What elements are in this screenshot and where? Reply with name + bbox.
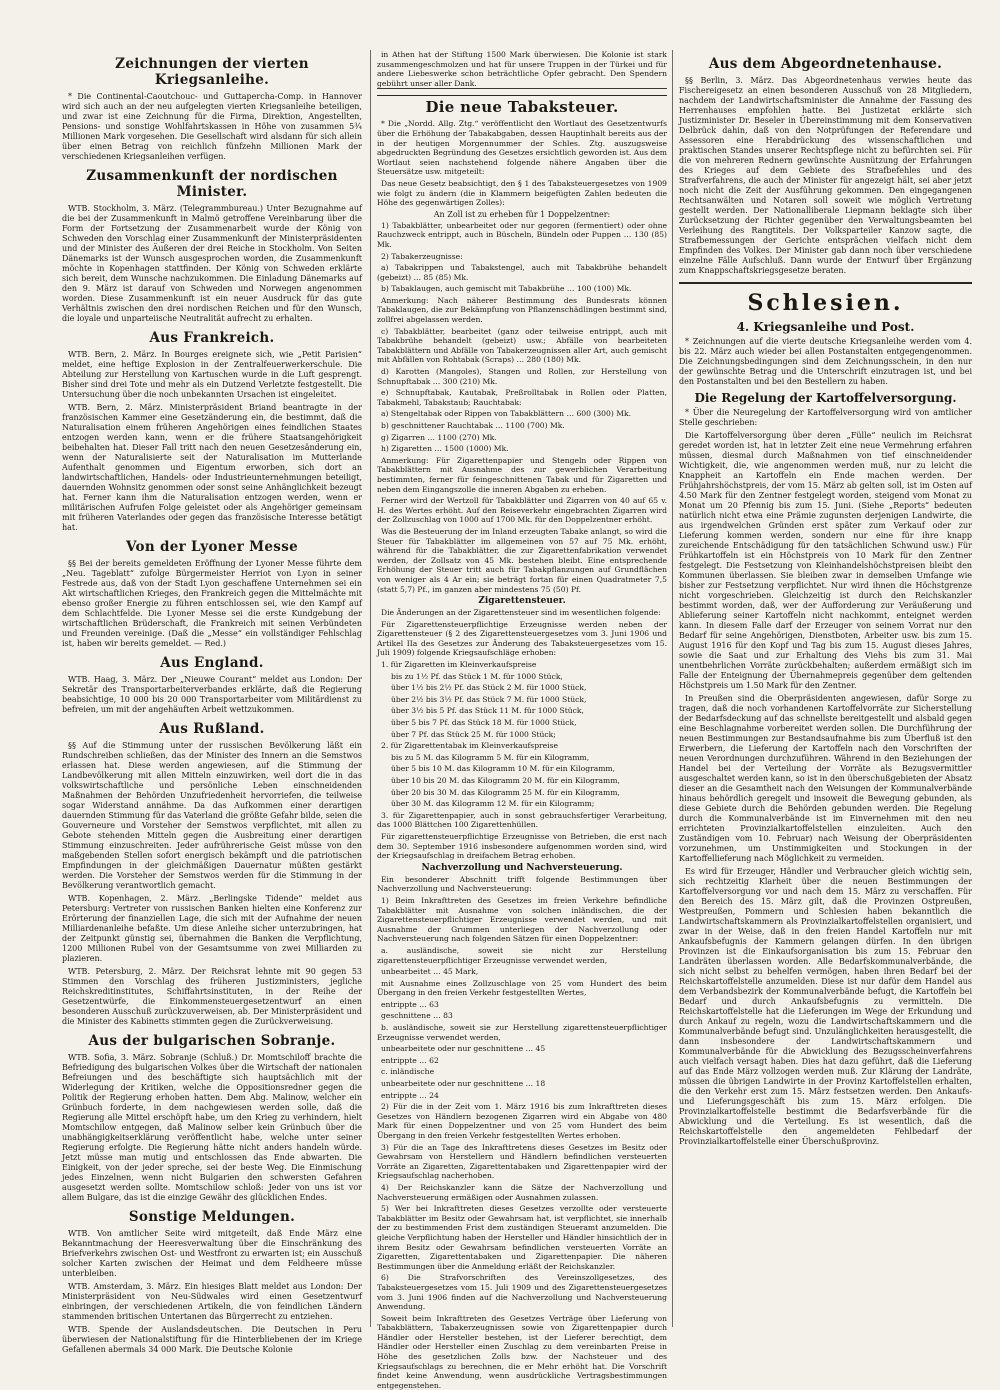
headline-tabaksteuer: Die neue Tabaksteuer. [377,95,667,115]
zoll-item-e4: h) Zigaretten … 1500 (1000) Mk. [381,444,509,454]
nach-c1: unbearbeitete oder nur geschnittene … 18 [381,1079,546,1089]
nach-c2: entrippte … 24 [381,1090,439,1100]
zig-list-1-line: über 3½ bis 5 Pf. das Stück 11 M. für 1000 Stück, [391,706,584,716]
tabak-p1: * Die „Nordd. Allg. Ztg.“ veröffentlicht den Wortlaut des Gesetzentwurfs über die Erhöhung der Tabakabgaben, dessen Hauptinhalt bereits aus der in der heutigen Morgennummer der Schles. Ztg. auszugsweise abgedruckten Begründung des Gesetzes ersichtlich geworden ist. Aus dem Wortlaut seien nachstehend folgende nähere Angaben über die Steuersätze usw. mitgeteilt: [377,119,667,177]
tabak-p14: 6) Die Strafvorschriften des Vereinszollgesetzes, des Tabaksteuergesetzes vom 15. Juli 1909 und des Zigarettensteuergesetzes vom 3. Juni 1906 finden auf die Nachverzollung und Nachversteuerung Anwendung. [377,1273,667,1312]
article-meldungen-p3: WTB. Spende der Auslandsdeutschen. Die Deutschen in Peru überwiesen der Nationalstiftung für die Hinterbliebenen der im Kriege Gefallenen abermals 34 000 Mark. Die Deutsche Kolonie [62,1325,362,1354]
nach-b2: entrippte … 62 [381,1055,439,1065]
zig-list-1-heading: 1. für Zigaretten im Kleinverkaufspreise [381,660,537,670]
headline-lyoner-messe: Von der Lyoner Messe [126,539,298,555]
zig-list-1-line: über 2½ bis 3½ Pf. das Stück 7 M. für 1000 Stück, [391,694,587,704]
zig-list-2-line: über 30 M. das Kilogramm 12 M. für ein Kilogramm; [391,799,595,809]
tabak-p2: Das neue Gesetz beabsichtigt, den § 1 des Tabaksteuergesetzes von 1909 wie folgt zu ändern (die in Klammern beigefügten Zahlen bedeuten die Höhe des gegenwärtigen Zolles): [377,178,667,208]
zig-list-1-line: über 5 bis 7 Pf. das Stück 18 M. für 1000 Stück, [391,718,577,728]
zoll-item-e1: a) Stengeltabak oder Rippen von Tabakblättern … 600 (300) Mk. [381,409,631,419]
tabak-p12: 4) Der Reichskanzler kann die Sätze der Nachverzollung und Nachversteuerung ermäßigen oder Ausnahmen zulassen. [377,1182,667,1202]
zig-list-1-line: über 7 Pf. das Stück 25 M. für 1000 Stück; [391,729,556,739]
column-middle [370,50,667,1390]
tabak-p5: Die Änderungen an der Zigarettensteuer sind im wesentlichen folgende: [381,608,661,618]
article-nordische-minister-text: WTB. Stockholm, 3. März. (Telegrammbureau.) Unter Bezugnahme auf die bei der Zusammenkunft in Malmö getroffene Vereinbarung über die Form der Fortsetzung der Zusammenarbeit wurde der König von Schweden den Vorschlag einer Zusammenkunft der Ministerpräsidenten und der Minister des Äußeren der drei Reiche in Stockholm. Von Seiten Dänemarks ist der Wunsch ausgesprochen worden, die Zusammenkunft möchte in Kopenhagen stattfinden. Der König von Schweden erklärte sich bereit, dem Wunsche nachzukommen. Die Einladung Dänemarks auf den 9. März ist darauf von Schweden und Norwegen angenommen worden. Diese Zusammenkunft ist ein neuer Ausdruck für das gute Verhältnis zwischen den drei nordischen Reichen und für den Wunsch, die loyale und unparteiische Neutralität aufrecht zu erhalten. [62,204,362,323]
headline-kriegsanleihe: Zeichnungen der vierten Kriegsanleihe. [115,56,309,88]
zig-list-2-line: bis zu 5 M. das Kilogramm 5 M. für ein Kilogramm, [391,752,590,762]
article-russland-p1: §§ Auf die Stimmung unter der russischen Bevölkerung läßt ein Rundschreiben schließen, das der Minister des Innern an die Semstwos erlassen hat. Diese werden angewiesen, auf die Stimmung der Landbevölkerung mit allen Mitteln einzuwirken, weil dort die in das volkswirtschaftliche und persönliche Leben einschneidenden Maßnahmen der Behörden Unzufriedenheit hervorriefen, die teilweise sogar Widerstand annähme. Da das Aufkommen einer derartigen dauernden Stimmung für das Vaterland die größte Gefahr bilde, seien die Gouverneure und Vorsteher der Semstwos verpflichtet, mit allen zu Gebote stehenden Mitteln gegen die Ausbreitung einer derartigen Stimmung einzuschreiten. Jeder aufrührerische Geist müsse von den maßgebenden Stellen sofort energisch bekämpft und die patriotischen Empfindungen in der gleichmäßigen Dauernatur müßten gestärkt werden. Die Vorsteher der Semstwos werden für die Stimmung in der Bevölkerung verantwortlich gemacht. [62,741,362,890]
article-russland-p3: WTB. Petersburg, 2. März. Der Reichsrat lehnte mit 90 gegen 53 Stimmen den Vorschlag des früheren Justizministers, jegliche Reichskreditinstitutes, Schiffahrtsinstituten, in der Reihe der Gesetzentwürfe, die Einkommensteuergesetzentwurf an einen besonderen Ausschuß zurückzuverweisen, ab. Der Ministerpräsident und die Minister des Kabinetts stimmten gegen die Zurückverweisung. [62,967,362,1026]
section-heading-schlesien: Schlesien. [679,282,972,316]
zoll-item-2b: b) Tabaklaugen, auch gemischt mit Tabakbrühe … 100 (100) Mk. [381,284,632,294]
article-meldungen-p2: WTB. Amsterdam, 3. März. Ein hiesiges Blatt meldet aus London: Der Ministerpräsident von Neu-Südwales wird einen Gesetzentwurf einbringen, der verschiedenen Artikeln, die von feindlichen Ländern stammenden britischen Untertanen das Bürgerrecht zu entziehen. [62,1282,362,1321]
zoll-item-2c: c) Tabakblätter, bearbeitet (ganz oder teilweise entrippt, auch mit Tabakbrühe behandelt (gebeizt) usw.; Abfälle von bearbeiteten Tabakblättern und Abfälle von Tabakerzeugnissen aller Art, auch gemischt mit Abfällen von Rohtabak (Scraps) … 280 (180) Mk. [377,326,667,365]
article-kriegsanleihe-text: * Die Continental-Caoutchouc- und Guttapercha-Comp. in Hannover wird sich auch an der neu aufgelegten vierten Kriegsanleihe beteiligen, und zwar ist eine Zeichnung für die Firma, Direktion, Angestellten, Pensions- und sonstige Wohlfahrtskassen in Höhe von zusammen 5¾ Millionen Mark vorgesehen. Die Gesellschaft wird alsdann für sich allein über einen Betrag von reichlich fünfzehn Millionen Mark der verschiedenen Kriegsanleihen verfügen. [62,92,362,161]
tabak-p4: Was die Besteuerung der im Inland erzeugten Tabake anlangt, so wird die Steuer für Tabakblätter im allgemeinen von 57 auf 75 Mk. erhöht, während für die Tabakblätter, die zur Zigarettenfabrikation verwendet werden, der Zollsatz von 45 Mk. bestehen bleibt. Eine entsprechende Erhöhung der Steuer tritt auch für Tabakpflanzungen auf Grundflächen von weniger als 4 Ar ein; sie beträgt fortan für einen Quadratmeter 7,5 (statt 5,7) Pf., im ganzen aber mindestens 75 (50) Pf. [377,526,667,594]
nach-a: a. ausländische, soweit sie nicht zur Herstellung zigarettensteuerpflichtiger Erzeugnisse verwendet werden, [377,945,667,965]
headline-abgeordnetenhaus: Aus dem Abgeordnetenhause. [708,56,943,72]
zig-list-2-line: über 5 bis 10 M. das Kilogramm 10 M. für ein Kilogramm, [391,764,616,774]
article-kartoffel-p2: In Preußen sind die Oberpräsidenten angewiesen, dafür Sorge zu tragen, daß die noch vorhandenen Kartoffelvorräte zur Sicherstellung der Bedarfsdeckung auf das schnellste bereitgestellt und alsbald gegen eine Beschlagnahme vorbereitet werden sollen. Die Durchführung der neuen Bestimmungen zur Bestandsaufnahme bis zum Überfluß ist den Erwerbern, die Lieferung der Kartoffeln nach den Vorschriften der neuen Verordnungen durchzuführen. Während in den Beziehungen der Handel bei der Verteilung der Vorräte als Bezugsvermittler ausgeschaltet werden kann, so ist in den überschußgebieten der Absatz dieser an die Gesamtheit nach den Weisungen der Kommunalverbände hinaus behördlich geregelt und insoweit die Bewegung gebunden, als diese Gebiete durch die Behörden gebunden werden. Die Regelung durch die Kommunalverbände ist im Einvernehmen mit den neu errichteten Provinzialkartoffelstellen einzuleiten. Auch den Zuständigen vom 10. Februar) nach Weisung der Oberpräsidenten vorzunehmen, um Unstimmigkeiten und Stockungen in der Kartoffellieferung nach Möglichkeit zu vermeiden. [679,694,972,863]
zig-list-2 [377,753,667,809]
zoll-item-2-heading: 2) Tabakerzeugnisse: [381,251,463,261]
article-russland-p2: WTB. Kopenhagen, 2. März. „Berlingske Tidende“ meldet aus Petersburg: Vertreter von russischen Banken hielten eine Konferenz zur Erörterung der finanziellen Lage, die sich mit der Aufnahme der neuen Milliardenanleihe befaßte. Um diese Anleihe sicher unterzubringen, hat der Zeitpunkt günstig sei, übernahmen die Banken die Verpflichtung, 1200 Millionen Rubel von der Gesamtsumme von zwei Milliarden zu plazieren. [62,894,362,963]
article-meldungen-p1: WTB. Von amtlicher Seite wird mitgeteilt, daß Ende März eine Bekanntmachung der Heeresverwaltung über die Einschränkung des Briefverkehrs zwischen Ost- und Westfront zu erwarten ist; ein Ausschuß solcher Karten zwischen der Heimat und dem Feldheere müsse unterbleiben. [62,1229,362,1278]
zoll-heading: An Zoll ist zu erheben für 1 Doppelzentner: [433,209,611,219]
zig-list-1-line: über 1½ bis 2½ Pf. das Stück 2 M. für 1000 Stück, [391,683,587,693]
zoll-item-2b-note: Anmerkung: Nach näherer Bestimmung des Bundesrats können Tabaklaugen, die zur Bekämpfung von Pflanzenschädlingen bestimmt sind, zollfrei abgelassen werden. [377,295,667,325]
column-right [672,50,972,1327]
article-sobranje-text: WTB. Sofia, 3. März. Sobranje (Schluß.) Dr. Momtschiloff brachte die Befriedigung des bulgarischen Volkes über die Wirtschaft der nationalen Befreiungen und des beschäftigte sich hauptsächlich mit der Widerlegung der Kritiken, welche die Oppositionsredner gegen die Politik der Regierung erhoben hatten. Dem Abg. Malinow, welcher ein Grünbuch forderte, in dem nachgewiesen werden solle, daß die Regierung alle Mittel erschöpft habe, um den Krieg zu verhindern, hielt Momtschilow entgegen, daß Malinow selber kein Grünbuch über die unabhängigkeitserklärung veröffentlicht habe, welche unter seiner Regierung erfolgte. Die Regierung hätte nicht anders handeln würde. Jetzt müsse man mutig und entschlossen das Ende abwarten. Die Einigkeit, von der jeder spreche, sei der beste Weg. Die Einmischung jedes Einzelnen, wenn nicht Bulgarien den schwersten Gefahren ausgesetzt werden sollte. Momtschilow schloß: Jeder von uns ist vor allem Bulgare, das ist die einzige Gewähr des glücklichen Endes. [62,1053,362,1202]
article-lyoner-messe-text: §§ Bei der bereits gemeldeten Eröffnung der Lyoner Messe führte dem „Neu. Tageblatt“ zufolge Bürgermeister Herriot von Lyon in seiner Festrede aus, daß von der Stadt Lyon geschaffene Unternehmen sei ein Akt wirtschaftlichen Krieges, den Frankreich gegen die Mittelmächte mit ebenso großer Energie zu führen entschlossen sei, wie den Kampf auf dem Schlachtfelde. Die Lyoner Messe sei die erste Kundgebung der wirtschaftlichen Brüderschaft, die Frankreich mit seinen Verbündeten und Freunden vereinige. (Daß die „Messe“ ein vollständiger Fehlschlag ist, haben wir bereits gemeldet. — Red.) [62,559,362,648]
headline-england: Aus England. [160,655,264,671]
tabak-p13: 5) Wer bei Inkrafttreten dieses Gesetzes verzollte oder versteuerte Tabakblätter im Besitz oder Gewahrsam hat, ist verpflichtet, sie innerhalb der zu bestimmenden Frist dem zuständigen Steueramt anzumelden. Die gleiche Verpflichtung haben der Hersteller und Händler hinsichtlich der in ihrem Besitz oder Gewahrsam befindlichen versteuerten Vorräte an Zigaretten, Zigarettentabaken und Zigarettenpapier. Die näheren Bestimmungen über die Anmeldung erläßt der Reichskanzler. [377,1204,667,1271]
zoll-item-2a: a) Tabakrippen und Tabakstengel, auch mit Tabakbrühe behandelt (gebeizt) … 85 (85) Mk. [377,263,667,282]
zigarettensteuer-heading: Zigarettensteuer. [478,596,566,607]
nach-a2: mit Ausnahme eines Zollzuschlage von 25 vom Hundert des beim Übergang in den freien Verkehr festgestellten Wertes, [377,978,667,998]
zoll-item-e2: b) geschnittener Rauchtabak … 1100 (700) Mk. [381,421,565,430]
zig-list-2-line: über 10 bis 20 M. das Kilogramm 20 M. für ein Kilogramm, [391,776,620,785]
headline-nordische-minister: Zusammenkunft der nordischen Minister. [86,168,338,200]
headline-kartoffelversorgung: Die Regelung der Kartoffelversorgung. [694,391,957,405]
zig-list-2-heading: 2. für Zigarettentabak im Kleinverkaufspreise [381,741,558,751]
nach-c: c. inländische [381,1067,435,1077]
tabak-p3: Ferner wird der Wertzoll für Tabakblätter und Zigarren von 40 auf 65 v. H. des Wertes erhöht. Auf den Reiseverkehr eingebrachten Zigarren wird der Zollzuschlag von 1000 auf 1700 Mk. für den Doppelzentner erhöht. [377,496,667,525]
nach-a4: geschnittene … 83 [381,1011,453,1021]
headline-kriegsanleihe-post: 4. Kriegsanleihe und Post. [736,320,915,334]
headline-sonstige-meldungen: Sonstige Meldungen. [128,1209,296,1225]
article-frankreich-p2: WTB. Bern, 2. März. Ministerpräsident Briand beantragte in der französischen Kammer eine Gesetzänderung ein, die bestimmt, daß die Naturalisation einem früheren Angehörigen eines feindlichen Staates entzogen werden kann, wenn er die frühere Staatsangehörigkeit beibehalten hat. Dieser Fall tritt nach den neuen Gesetzesänderung ein, wenn der Naturalisierte seit der Naturalisation im Mutterlande Aufenthalt genommen und Eigentum erworben, sich dort an landwirtschaftlichen, Handels- oder Industrieunternehmungen beteiligt, dauernden Wohnsitz genommen oder sonst seine Anhänglichkeit bezeugt hat. Ferner kann ihm die Naturalisation entzogen werden, wenn er militärischen Aufrufen Folge geleistet oder als Angehöriger gemeinsam mit früheren Vaterlandes oder gegen das französische Interesse betätigt hat. [62,403,362,532]
zoll-item-2d: d) Karotten (Mangoles), Stangen und Rollen, zur Herstellung von Schnupftabak … 300 (210) Mk. [377,367,667,386]
nach-b1: unbearbeitete oder nur geschnittene … 45 [381,1044,546,1054]
zoll-item-2e: e) Schnupftabak, Kautabak, Preßrolltabak in Rollen oder Platten, Tabakmehl, Tabakstaub; Rauchtabak: [377,388,667,407]
article-abgeordnetenhaus-text: §§ Berlin, 3. März. Das Abgeordnetenhaus verwies heute das Fischereigesetz an einen besonderen Ausschuß von 28 Mitgliedern, nachdem der Landwirtschaftsminister die Annahme der Fassung des Herrenhauses empfohlen hatte. Bei Justizetat erklärte sich Justizminister Dr. Beseler in Übereinstimmung mit dem Konservativen Delbrück dahin, daß von den Notprüfungen der Referendare und Assessoren eine Herabdrückung des wissenschaftlichen und praktischen Standes unserer Rechtspflege nicht zu befürchten sei. Für die von mehreren Rednern gewünschte Ausnützung der Erfahrungen des Krieges auf dem Gebiete des Strafbefehles und des Strafverfahrens, die auch der Minister für angezeigt hält, sei aber jetzt noch nicht die Zeit der Ausführung gekommen. Den eingegangenen Rechtsanwälten und Notaren soll soweit wie möglich Vertretung gestellt werden. Der Nationalliberale Liepmann beklagte sich über Zurücksetzung der Richter gegenüber den Verwaltungsbeamten bei Verleihung des Rangtitels. Der Volksparteiler Kanzow sagte, die Strafbemessungen der Gerichte entsprächen vielfach nicht dem Empfinden des Volkes. Der Minister gab dann noch über verschiedene einzelne Fälle Aufschluß. Dann wurde der Entwurf über Ergänzung zum Knappschaftskriegsgesetze beraten. [679,76,972,275]
tabak-p10: 2) Für die in der Zeit vom 1. März 1916 bis zum Inkrafttreten dieses Gesetzes von Händlern bezogenen Zigarren wird ein Abgabe von 480 Mark für einen Doppelzentner und von 25 vom Hundert des beim Übergang in den freien Verkehr festgestellten Wertes erhoben. [377,1102,667,1140]
nach-a3: entrippte … 63 [381,999,439,1009]
tabak-p6: Für Zigarettensteuerpflichtige Erzeugnisse werden neben der Zigarettensteuer (§ 2 des Zigarettensteuergesetzes vom 3. Juni 1906 und Artikel IIa des Gesetzes zur Änderung des Tabaksteuergesetzes vom 15. Juli 1909) folgende Kriegsaufschläge erhoben: [377,619,667,658]
stiftung-note: in Athen hat der Stiftung 1500 Mark überwiesen. Die Kolonie ist stark zusammengeschmolzen und hat für unsere Truppen in der Türkei und für andere Liebeswerke schon beträchtliche Opfer gebracht. Den Spendern gebührt unser aller Dank. [377,50,667,88]
nach-b: b. ausländische, soweit sie zur Herstellung zigarettensteuerpflichtiger Erzeugnisse verwendet werden, [377,1023,667,1042]
zoll-note: Anmerkung: Für Zigarettenpapier und Stengeln oder Rippen von Tabakblättern mit Ausnahme des zur gewerblichen Verarbeitung bestimmten, ferner für feingeschnittenen Tabak und für Zigaretten und neben dem Eingangszolle die inneren Abgaben zu erheben. [377,455,667,494]
article-frankreich-p1: WTB. Bern, 2. März. In Bourges ereignete sich, wie „Petit Parisien“ meldet, eine heftige Explosion in der Zentralfeuerwerkerschule. Die Abteilung zur Herstellung von Kartuschen wurde in die Luft gesprengt. Bisher sind drei Tote und mehr als ein Dutzend Verletzte festgestellt. Die Untersuchung über die noch unbekannten Ursachen ist eingeleitet. [62,350,362,399]
column-left [62,50,362,1354]
tabak-p9: 1) Beim Inkrafttreten des Gesetzes im freien Verkehre befindliche Tabakblätter mit Ausnahme von solchen inländischen, die der Zigarettensteuerpflichtiger Erzeugnisse verwendet werden, und mit Ausnahme der Grummen unterliegen der Nachverzollung oder Nachversteuerung nach folgenden Sätzen für einen Doppelzentner: [377,895,667,944]
zig-list-1-line: bis zu 1½ Pf. das Stück 1 M. für 1000 Stück, [391,671,563,681]
article-kartoffel-p0: * Über die Neuregelung der Kartoffelversorgung wird von amtlicher Stelle geschrieben: [679,408,972,427]
article-kartoffel-p1: Die Kartoffelversorgung über deren „Fülle“ neulich im Reichsrat geredet worden ist, hat in letzter Zeit eine neue Vermehrung erfahren müssen, diesmal durch Maßnahmen von tief einschneidender Wichtigkeit, die, wie angenommen werden muß, nur zu leicht die Knappheit an Kartoffeln ein Ende machen werden. Der Frühjahrshöchstpreis, der vom 15. März ab gelten soll, ist im Osten auf 4.50 Mark für den Zentner festgelegt worden, steigend vom Monat zu Monat um 20 Pfennig bis zum 15. Juni. (Siehe „Reports“ bedeuten natürlich nicht etwa eine Prämie zugunsten derjenigen Landwirte, die aus irgendwelchen Gründen erst später zum Verkauf oder zur Lieferung kommen werden, sondern nur eine für ihre knapp zureichende Entschädigung für den tatsächlichen Schwund usw.) Für Frühkartoffeln ist ein Höchstpreis von 10 Mark für den Zentner festgelegt. Die Festsetzung von Kleinhandelshöchstpreisen bleibt den Kommunen überlassen. Sie bleiben zwar in demselben Umfange wie bisher zur Festsetzung verpflichtet. Nur wird ihnen die Höchstgrenze nicht vorgeschrieben. Gleichzeitig ist durch den Reichskanzler bestimmt worden, daß, wer der Aufforderung zur Veräußerung und Ablieferung seiner Kartoffeln nicht nachkommt, enteignet werden kann. In diesem Falle darf der Erzeuger von seinem Vorrat nur den Bedarf für seine Angehörigen, Dienstboten, Arbeiter usw. bis zum 15. August 1916 für den Kopf und Tag bis zum 15. August dieses Jahres, sowie die Saat und zur Erhaltung des Viehs bis zum 31. Mai unentbehrlichen Vorräte zurückbehalten; außerdem ermäßigt sich im Falle der Enteignung der Übernahmepreis gegenüber dem geltenden Höchstpreis um 1.50 Mark für den Zentner. [679,431,972,690]
headline-bulgarische-sobranje: Aus der bulgarischen Sobranje. [88,1033,336,1049]
tabak-p8: Ein besonderer Abschnitt trifft folgende Bestimmungen über Nachverzollung und Nachversteuerung: [377,874,667,894]
article-kartoffel-p3: Es wird für Erzeuger, Händler und Verbraucher gleich wichtig sein, sich rechtzeitig Klarheit über die neuen Bestimmungen der Kartoffelversorgung vor und nach dem 15. März zu verschaffen. Für den Bereich des 15. März gilt, daß die Provinzen Ostpreußen, Westpreußen, Pommern und Schlesien haben bekanntlich die Landwirtschaftskammern als Provinzialkartoffelstellen organisiert, und zwar in der Weise, daß in den freien Handel Kartoffeln nur mit Ankaufsbefugnis der Kammern gelangen dürfen. In den übrigen Provinzen ist die Einkaufsorganisation bis zum 15. Februar den Landräten überlassen worden. Alle Bedarfskommunalverbände, die sich nicht selbst zu behelfen vermögen, haben ihren Bedarf bei der Reichskartoffelstelle anzumelden. Diese ist nur dafür dem Handel aus dem Verbandsbezirk der Kommunalverbände befugt, die Kartoffeln bei Bedarf und durch Ankaufsbefugnis zu vermitteln. Die Reichskartoffelstelle hat die Lieferungen im Wege der Erkundung und durch Ankauf zu regeln, wozu die Landwirtschaftskammern und die Kommunalverbände befugt sind. Unzulänglichkeiten herausgestellt, die dann insbesondere der Landwirtschaftskammern und Kommunalverbände für die Abwicklung des Bezugsscheinverfahrens auch vielfach versagt haben. Dies hat dazu geführt, daß die Lieferung auf das Ende März vollzogen werden muß. Zur Klärung der Landräte, müssen die übrigen Landwirte in der Provinz Kartoffelstellen erhalten, die den Verkehr erst zum 15. März festsetzen werden. Den Ankaufs- und Lieferungsgeschäft bis zum 15. März erfolgen. Die Provinzialkartoffelstelle bestimmt die Bedarfsverbände für die Abwicklung und die Verteilung. Es ist wesentlich, daß die Reichskartoffelstelle den angemeldeten Fehlbedarf der Provinzialkartoffelstelle einer Überschußprovinz. [679,867,972,1146]
article-england-text: WTB. Haag, 3. März. Der „Nieuwe Courant“ meldet aus London: Der Sekretär des Transportarbeiterverbandes erklärte, daß die Regierung beabsichtige, 10 000 bis 20 000 Transportarbeiter vom Militärdienst zu befreien, um mit der angehäuften Arbeit wettzukommen. [62,675,362,714]
zig-list-1 [377,672,667,740]
zig-list-2-line: über 20 bis 30 M. das Kilogramm 25 M. für ein Kilogramm, [391,787,620,797]
zig-list-3: 3. für Zigarettenpapier, auch in sonst gebrauchsfertiger Verarbeitung, das 1000 Blättchen 100 Zigarettenhüllen. [377,810,667,830]
tabak-p11: 3) Für die an Tage des Inkrafttretens dieses Gesetzes im Besitz oder Gewahrsam von Herstellern und Händlern befindlichen versteuerten Vorräte an Zigaretten, Zigarettentabaken und Zigarettenpapier wird der Kriegsaufschlag nacherhoben. [377,1142,667,1181]
article-kriegsanleihe-post-text: * Zeichnungen auf die vierte deutsche Kriegsanleihe werden vom 4. bis 22. März auch wieder bei allen Postanstalten entgegengenommen. Die Zeichnungsbedingungen sind dem Zeichnungsschein, in den nur der gewünschte Betrag und die Unterschrift einzutragen ist, und bei den Postanstalten und bei den Bestellern zu haben. [679,337,972,386]
zoll-item-e3: g) Zigarren … 1100 (270) Mk. [381,432,497,442]
zoll-item-1: 1) Tabakblätter, unbearbeitet oder nur gegoren (fermentiert) oder ohne Rauchzweck entrippt, auch in Büscheln, Bündeln oder Puppen … 130 (85) Mk. [377,220,667,249]
tabak-p15: Soweit beim Inkrafttreten des Gesetzes Verträge über Lieferung von Tabakblättern, Tabakerzeugnissen sowie von Zigarettenpapier durch Händler oder Hersteller bestehen, ist der Lieferer berechtigt, dem Händler oder Hersteller einen Zuschlag zu dem vereinbarten Preise in Höhe des gesetzlichen Zolls bzw. der Nachsteuer und des Kriegsaufschlags zu berechnen, die er Mehr erhöht hat. Die Vorschrift findet keine Anwendung, wenn ausdrückliche Vertragsbestimmungen entgegenstehen. [377,1313,667,1390]
headline-frankreich: Aus Frankreich. [149,330,275,346]
nach-a1: unbearbeitet … 45 Mark, [381,967,479,977]
nachverzollung-heading: Nachverzollung und Nachversteuerung. [421,862,623,873]
headline-russland: Aus Rußland. [159,721,265,737]
tabak-p7: Für zigarettensteuerpflichtige Erzeugnisse von Betrieben, die erst nach dem 30. September 1916 insbesondere aufgenommen worden sind, wird der Kriegsaufschlag in dreifachem Betrag erhoben. [377,831,667,861]
